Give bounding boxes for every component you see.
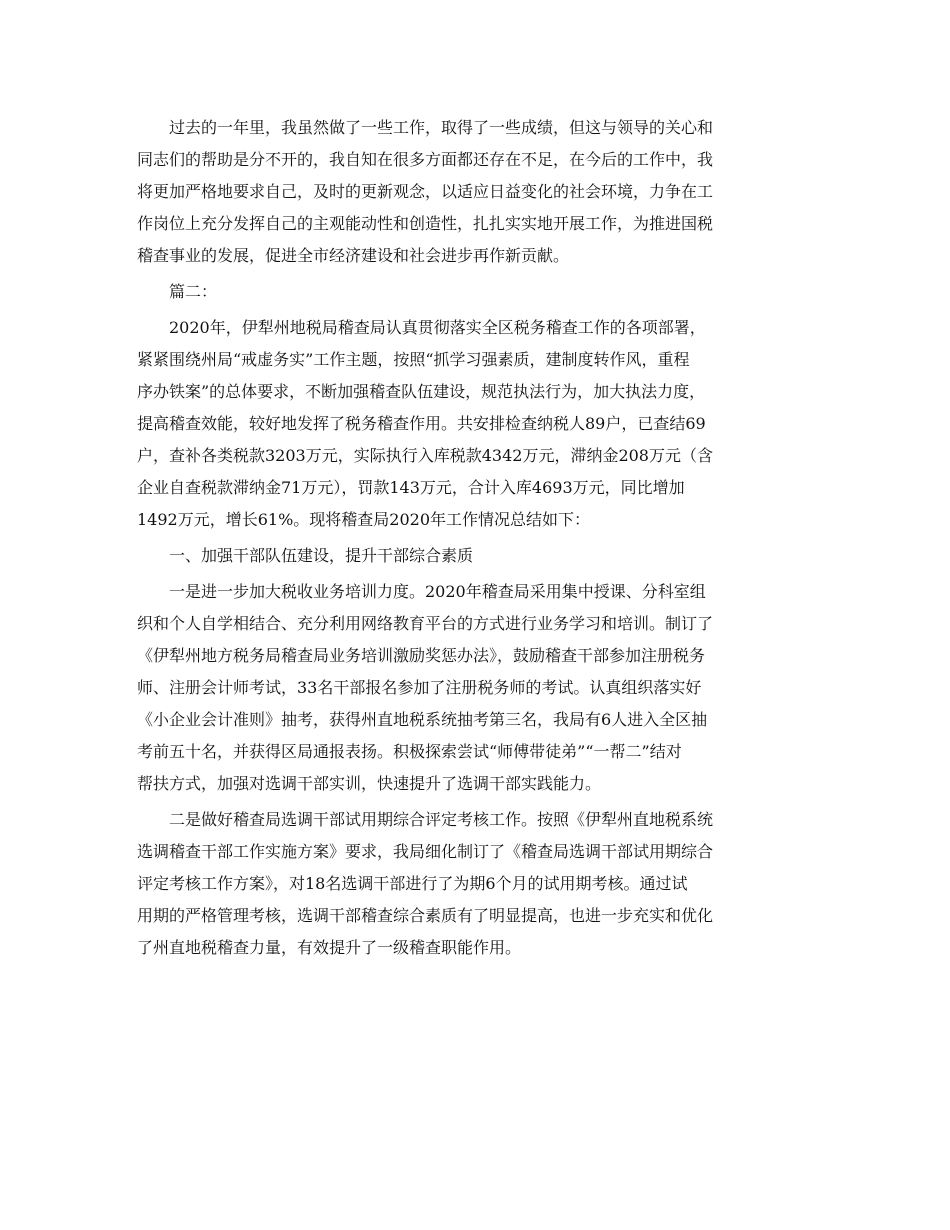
paragraph-probation-assessment — [137, 804, 813, 964]
text-line: 一是进一步加大税收业务培训力度。2020年稽查局采用集中授课、分科室组 — [169, 582, 706, 601]
paragraph-annual-overview — [137, 312, 813, 536]
text-line: 1492万元，增长61%。现将稽查局2020年工作情况总结如下： — [137, 510, 591, 529]
text-line: 紧紧围绕州局“戒虚务实”工作主题，按照“抓学习强素质，建制度转作风，重程 — [137, 350, 690, 369]
text-line: 2020年，伊犁州地税局稽查局认真贯彻落实全区税务稽查工作的各项部署， — [169, 318, 706, 337]
text-line: 帮扶方式，加强对选调干部实训，快速提升了选调干部实践能力。 — [137, 774, 602, 793]
text-line: 考前五十名，并获得区局通报表扬。积极探索尝试“师傅带徒弟”“一帮二”结对 — [137, 742, 682, 761]
text-line: 选调稽查干部工作实施方案》要求，我局细化制订了《稽查局选调干部试用期综合 — [137, 842, 714, 861]
text-line: 稽查事业的发展，促进全市经济建设和社会进步再作新贡献。 — [137, 246, 570, 265]
section-label-part-two — [137, 276, 813, 308]
text-line: 用期的严格管理考核，选调干部稽查综合素质有了明显提高，也进一步充实和优化 — [137, 906, 714, 925]
text-line: 织和个人自学相结合、充分利用网络教育平台的方式进行业务学习和培训。制订了 — [137, 614, 714, 633]
text-line: 企业自查税款滞纳金71万元），罚款143万元，合计入库4693万元，同比增加 — [137, 478, 685, 497]
text-line: 篇二： — [169, 282, 218, 301]
text-line: 同志们的帮助是分不开的，我自知在很多方面都还存在不足，在今后的工作中，我 — [137, 150, 714, 169]
text-line: 师、注册会计师考试，33名干部报名参加了注册税务师的考试。认真组织落实好 — [137, 678, 702, 697]
section-heading-one — [137, 540, 813, 572]
text-line: 作岗位上充分发挥自己的主观能动性和创造性，扎扎实实地开展工作，为推进国税 — [137, 214, 714, 233]
text-line: 了州直地税稽查力量，有效提升了一级稽查职能作用。 — [137, 938, 522, 957]
text-line: 一、加强干部队伍建设，提升干部综合素质 — [169, 546, 474, 565]
text-line: 提高稽查效能，较好地发挥了税务稽查作用。共安排检查纳税人89户，已查结69 — [137, 414, 706, 433]
text-line: 户，查补各类税款3203万元，实际执行入库税款4342万元，滞纳金208万元（含 — [137, 446, 713, 465]
paragraph-training — [137, 576, 813, 800]
document-body — [137, 112, 813, 964]
text-line: 二是做好稽查局选调干部试用期综合评定考核工作。按照《伊犁州直地税系统 — [169, 810, 714, 829]
text-line: 《小企业会计准则》抽考，获得州直地税系统抽考第三名，我局有6人进入全区抽 — [137, 710, 708, 729]
text-line: 将更加严格地要求自己，及时的更新观念，以适应日益变化的社会环境，力争在工 — [137, 182, 714, 201]
text-line: 《伊犁州地方税务局稽查局业务培训激励奖惩办法》，鼓励稽查干部参加注册税务 — [137, 646, 706, 665]
paragraph-closing-summary — [137, 112, 813, 272]
text-line: 过去的一年里，我虽然做了一些工作，取得了一些成绩，但这与领导的关心和 — [169, 118, 714, 137]
text-line: 评定考核工作方案》，对18名选调干部进行了为期6个月的试用期考核。通过试 — [137, 874, 688, 893]
text-line: 序办铁案”的总体要求，不断加强稽查队伍建设，规范执法行为，加大执法力度， — [137, 382, 706, 401]
